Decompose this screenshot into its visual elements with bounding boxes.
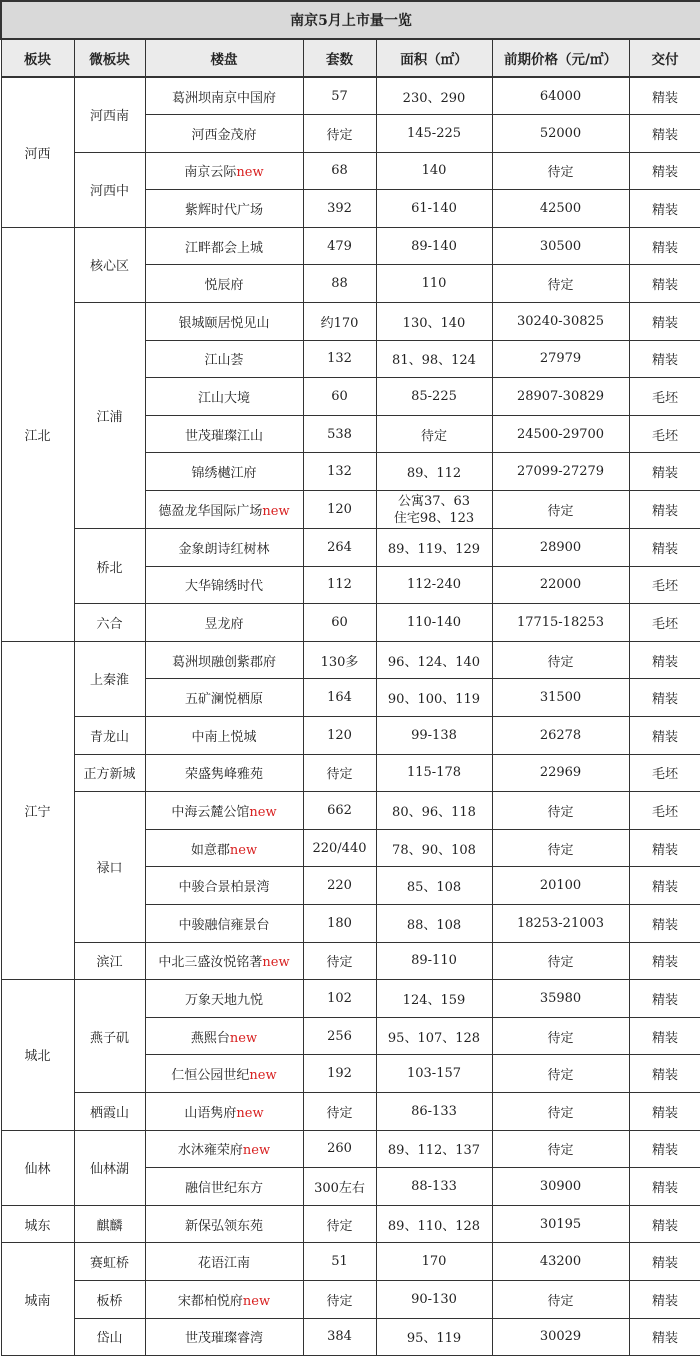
column-header-units: 套数	[303, 39, 376, 77]
table-row	[1, 1243, 700, 1281]
subregion-cell: 江浦	[74, 303, 145, 529]
table-row	[1, 303, 700, 341]
project-name: 万象天地九悦	[184, 992, 263, 1008]
subregion-cell: 青龙山	[74, 717, 145, 755]
project-name: 世茂璀璨睿湾	[184, 1331, 263, 1347]
units-cell: 220	[303, 867, 376, 905]
area-cell: 待定	[376, 415, 492, 453]
units-cell: 192	[303, 1055, 376, 1093]
table-row	[1, 227, 700, 265]
price-cell: 30195	[492, 1205, 629, 1243]
units-cell: 220/440	[303, 829, 376, 867]
table-row	[1, 77, 700, 115]
price-cell: 18253-21003	[492, 904, 629, 942]
price-cell: 28907-30829	[492, 378, 629, 416]
table-row	[1, 1318, 700, 1356]
subregion-cell: 核心区	[74, 227, 145, 302]
delivery-cell: 精装	[629, 77, 700, 115]
project-cell	[145, 227, 303, 265]
project-cell	[145, 1092, 303, 1130]
subregion-cell: 河西中	[74, 152, 145, 227]
new-badge: new	[242, 1293, 271, 1309]
new-badge: new	[236, 1105, 264, 1121]
project-cell	[145, 792, 303, 830]
area-cell: 124、159	[376, 980, 492, 1018]
project-name: 五矿澜悦栖原	[184, 692, 263, 708]
delivery-cell: 精装	[629, 1243, 700, 1281]
area-cell: 112-240	[376, 566, 492, 604]
project-name: 紫辉时代广场	[184, 203, 263, 219]
new-badge: new	[229, 842, 258, 858]
column-header-region: 板块	[1, 39, 74, 77]
units-cell: 180	[303, 904, 376, 942]
area-line-1: 公寓37、63	[397, 493, 471, 509]
project-name: 中北三盛汝悦铭著	[158, 955, 263, 971]
price-cell: 31500	[492, 679, 629, 717]
header-row	[1, 39, 700, 77]
units-cell: 479	[303, 227, 376, 265]
area-cell: 86-133	[376, 1092, 492, 1130]
project-name: 葛洲坝南京中国府	[171, 90, 276, 106]
project-cell	[145, 453, 303, 491]
subregion-cell: 赛虹桥	[74, 1243, 145, 1281]
delivery-cell: 精装	[629, 1280, 700, 1318]
price-cell: 27979	[492, 340, 629, 378]
project-name: 江畔都会上城	[184, 240, 263, 256]
delivery-cell: 精装	[629, 1055, 700, 1093]
table-row	[1, 1205, 700, 1243]
project-name: 银城颐居悦见山	[178, 315, 270, 331]
area-line-2: 住宅98、123	[393, 510, 475, 526]
area-cell: 115-178	[376, 754, 492, 792]
units-cell: 384	[303, 1318, 376, 1356]
project-name: 荣盛隽峰雅苑	[184, 767, 263, 783]
project-name: 融信世纪东方	[184, 1180, 263, 1196]
subregion-cell: 河西南	[74, 77, 145, 152]
delivery-cell: 精装	[629, 1318, 700, 1356]
price-cell: 22969	[492, 754, 629, 792]
project-name: 如意郡	[190, 842, 230, 858]
delivery-cell: 精装	[629, 1130, 700, 1168]
price-cell: 26278	[492, 717, 629, 755]
units-cell: 300左右	[303, 1168, 376, 1206]
subregion-cell: 燕子矶	[74, 980, 145, 1093]
project-name: 世茂璀璨江山	[184, 428, 263, 444]
project-cell	[145, 340, 303, 378]
units-cell: 120	[303, 491, 376, 529]
area-cell: 170	[376, 1243, 492, 1281]
price-cell: 35980	[492, 980, 629, 1018]
price-cell: 待定	[492, 942, 629, 980]
price-cell: 28900	[492, 529, 629, 567]
units-cell: 待定	[303, 942, 376, 980]
project-name: 中骏融信雍景台	[178, 917, 270, 933]
units-cell: 68	[303, 152, 376, 190]
price-cell: 22000	[492, 566, 629, 604]
delivery-cell: 精装	[629, 227, 700, 265]
column-header-project: 楼盘	[145, 39, 303, 77]
delivery-cell: 毛坯	[629, 604, 700, 642]
project-name: 德盈龙华国际广场	[158, 504, 263, 520]
project-cell	[145, 679, 303, 717]
subregion-cell: 板桥	[74, 1280, 145, 1318]
project-name: 锦绣樾江府	[191, 466, 257, 482]
project-cell	[145, 867, 303, 905]
area-cell: 130、140	[376, 303, 492, 341]
delivery-cell: 精装	[629, 453, 700, 491]
project-cell	[145, 190, 303, 228]
delivery-cell: 毛坯	[629, 415, 700, 453]
subregion-cell: 桥北	[74, 529, 145, 604]
project-cell	[145, 1130, 303, 1168]
price-cell: 30900	[492, 1168, 629, 1206]
project-cell	[145, 1168, 303, 1206]
delivery-cell: 精装	[629, 717, 700, 755]
table-row	[1, 152, 700, 190]
project-cell	[145, 115, 303, 153]
project-name: 河西金茂府	[191, 127, 257, 143]
area-cell: 85、108	[376, 867, 492, 905]
subregion-cell: 岱山	[74, 1318, 145, 1356]
project-cell	[145, 942, 303, 980]
project-name: 葛洲坝融创紫郡府	[171, 654, 276, 670]
delivery-cell: 精装	[629, 1168, 700, 1206]
table-row	[1, 604, 700, 642]
project-name: 江山荟	[204, 353, 244, 369]
new-badge: new	[249, 804, 277, 820]
units-cell: 51	[303, 1243, 376, 1281]
new-badge: new	[262, 504, 290, 520]
price-cell: 待定	[492, 641, 629, 679]
area-cell: 85-225	[376, 378, 492, 416]
project-cell	[145, 1055, 303, 1093]
project-cell	[145, 754, 303, 792]
area-cell: 89、119、129	[376, 529, 492, 567]
region-cell: 城北	[1, 980, 74, 1130]
price-cell: 待定	[492, 792, 629, 830]
area-cell: 110-140	[376, 604, 492, 642]
price-cell: 待定	[492, 1280, 629, 1318]
delivery-cell: 精装	[629, 829, 700, 867]
area-cell: 103-157	[376, 1055, 492, 1093]
project-cell	[145, 491, 303, 529]
region-cell: 江宁	[1, 641, 74, 979]
project-cell	[145, 829, 303, 867]
subregion-cell: 正方新城	[74, 754, 145, 792]
delivery-cell: 毛坯	[629, 754, 700, 792]
area-cell: 78、90、108	[376, 829, 492, 867]
delivery-cell: 精装	[629, 529, 700, 567]
area-cell: 88-133	[376, 1168, 492, 1206]
units-cell: 60	[303, 378, 376, 416]
delivery-cell: 精装	[629, 980, 700, 1018]
project-cell	[145, 1243, 303, 1281]
price-cell: 20100	[492, 867, 629, 905]
table-row	[1, 529, 700, 567]
project-cell	[145, 1280, 303, 1318]
project-cell	[145, 152, 303, 190]
subregion-cell: 禄口	[74, 792, 145, 942]
new-badge: new	[229, 1030, 258, 1046]
project-name: 南京云际	[184, 165, 237, 181]
project-cell	[145, 1205, 303, 1243]
units-cell: 538	[303, 415, 376, 453]
price-cell: 30500	[492, 227, 629, 265]
units-cell: 待定	[303, 1280, 376, 1318]
column-header-area: 面积（㎡）	[376, 39, 492, 77]
area-cell: 140	[376, 152, 492, 190]
table-row	[1, 1280, 700, 1318]
project-cell	[145, 378, 303, 416]
delivery-cell: 精装	[629, 867, 700, 905]
delivery-cell: 精装	[629, 340, 700, 378]
area-cell: 99-138	[376, 717, 492, 755]
table-row	[1, 641, 700, 679]
units-cell: 待定	[303, 115, 376, 153]
table-row	[1, 754, 700, 792]
price-cell: 30240-30825	[492, 303, 629, 341]
project-cell	[145, 717, 303, 755]
delivery-cell: 精装	[629, 265, 700, 303]
project-name: 江山大境	[197, 391, 250, 407]
project-cell	[145, 1017, 303, 1055]
units-cell: 662	[303, 792, 376, 830]
area-cell: 96、124、140	[376, 641, 492, 679]
units-cell: 待定	[303, 1092, 376, 1130]
delivery-cell: 精装	[629, 491, 700, 529]
price-cell: 待定	[492, 1092, 629, 1130]
delivery-cell: 精装	[629, 1017, 700, 1055]
subregion-cell: 六合	[74, 604, 145, 642]
area-cell: 95、119	[376, 1318, 492, 1356]
new-badge: new	[236, 165, 264, 181]
units-cell: 57	[303, 77, 376, 115]
area-cell: 88、108	[376, 904, 492, 942]
units-cell: 88	[303, 265, 376, 303]
units-cell: 264	[303, 529, 376, 567]
units-cell: 约170	[303, 303, 376, 341]
price-cell: 52000	[492, 115, 629, 153]
region-cell: 城东	[1, 1205, 74, 1243]
units-cell: 120	[303, 717, 376, 755]
project-cell	[145, 566, 303, 604]
delivery-cell: 精装	[629, 303, 700, 341]
area-cell: 89-140	[376, 227, 492, 265]
project-cell	[145, 415, 303, 453]
project-name: 中海云麓公馆	[171, 804, 250, 820]
project-name: 燕熙台	[190, 1030, 230, 1046]
delivery-cell: 精装	[629, 152, 700, 190]
new-badge: new	[262, 955, 290, 971]
price-cell: 待定	[492, 1055, 629, 1093]
price-cell: 27099-27279	[492, 453, 629, 491]
units-cell: 132	[303, 453, 376, 491]
project-cell	[145, 904, 303, 942]
column-header-delivery: 交付	[629, 39, 700, 77]
delivery-cell: 毛坯	[629, 792, 700, 830]
delivery-cell: 精装	[629, 190, 700, 228]
table-title: 南京5月上市量一览	[1, 1, 700, 39]
units-cell: 112	[303, 566, 376, 604]
price-cell: 待定	[492, 152, 629, 190]
units-cell: 待定	[303, 1205, 376, 1243]
project-cell	[145, 265, 303, 303]
area-cell: 89、112、137	[376, 1130, 492, 1168]
project-cell	[145, 641, 303, 679]
project-name: 昱龙府	[204, 617, 244, 633]
column-header-price: 前期价格（元/㎡）	[492, 39, 629, 77]
project-name: 山语隽府	[184, 1105, 237, 1121]
units-cell: 待定	[303, 754, 376, 792]
delivery-cell: 精装	[629, 1092, 700, 1130]
area-cell: 95、107、128	[376, 1017, 492, 1055]
price-cell: 待定	[492, 1017, 629, 1055]
price-cell: 43200	[492, 1243, 629, 1281]
delivery-cell: 毛坯	[629, 378, 700, 416]
area-cell: 81、98、124	[376, 340, 492, 378]
price-cell: 42500	[492, 190, 629, 228]
area-cell: 89、110、128	[376, 1205, 492, 1243]
price-cell: 24500-29700	[492, 415, 629, 453]
delivery-cell: 毛坯	[629, 566, 700, 604]
region-cell: 仙林	[1, 1130, 74, 1205]
region-cell: 江北	[1, 227, 74, 641]
region-cell: 河西	[1, 77, 74, 227]
table-row	[1, 1092, 700, 1130]
table-row	[1, 1130, 700, 1168]
delivery-cell: 精装	[629, 1205, 700, 1243]
area-cell: 110	[376, 265, 492, 303]
project-cell	[145, 604, 303, 642]
area-cell	[376, 491, 492, 529]
table-row	[1, 717, 700, 755]
project-name: 中南上悦城	[191, 729, 257, 745]
area-cell: 89、112	[376, 453, 492, 491]
units-cell: 392	[303, 190, 376, 228]
units-cell: 256	[303, 1017, 376, 1055]
price-cell: 17715-18253	[492, 604, 629, 642]
units-cell: 130多	[303, 641, 376, 679]
table-row	[1, 942, 700, 980]
delivery-cell: 精装	[629, 904, 700, 942]
area-cell: 90-130	[376, 1280, 492, 1318]
units-cell: 260	[303, 1130, 376, 1168]
units-cell: 164	[303, 679, 376, 717]
price-cell: 30029	[492, 1318, 629, 1356]
project-name: 仁恒公园世纪	[171, 1068, 250, 1084]
project-cell	[145, 77, 303, 115]
project-cell	[145, 529, 303, 567]
units-cell: 132	[303, 340, 376, 378]
delivery-cell: 精装	[629, 679, 700, 717]
project-name: 宋都柏悦府	[177, 1293, 243, 1309]
subregion-cell: 麒麟	[74, 1205, 145, 1243]
table-row	[1, 792, 700, 830]
project-name: 中骏合景柏景湾	[178, 880, 270, 896]
column-header-subregion: 微板块	[74, 39, 145, 77]
subregion-cell: 仙林湖	[74, 1130, 145, 1205]
price-cell: 待定	[492, 491, 629, 529]
project-name: 新保弘领东苑	[184, 1218, 263, 1234]
project-name: 花语江南	[197, 1256, 250, 1272]
subregion-cell: 栖霞山	[74, 1092, 145, 1130]
price-cell: 待定	[492, 1130, 629, 1168]
area-cell: 89-110	[376, 942, 492, 980]
area-cell: 61-140	[376, 190, 492, 228]
new-badge: new	[249, 1068, 277, 1084]
new-badge: new	[242, 1143, 271, 1159]
price-cell: 64000	[492, 77, 629, 115]
units-cell: 60	[303, 604, 376, 642]
table-row	[1, 980, 700, 1018]
area-cell: 145-225	[376, 115, 492, 153]
subregion-cell: 上秦淮	[74, 641, 145, 716]
region-cell: 城南	[1, 1243, 74, 1356]
area-cell: 230、290	[376, 77, 492, 115]
price-cell: 待定	[492, 265, 629, 303]
subregion-cell: 滨江	[74, 942, 145, 980]
project-name: 悦辰府	[204, 278, 244, 294]
project-cell	[145, 980, 303, 1018]
project-name: 水沐雍荣府	[177, 1143, 243, 1159]
project-cell	[145, 303, 303, 341]
project-name: 金象朗诗红树林	[178, 541, 270, 557]
delivery-cell: 精装	[629, 942, 700, 980]
area-cell: 90、100、119	[376, 679, 492, 717]
project-cell	[145, 1318, 303, 1356]
units-cell: 102	[303, 980, 376, 1018]
delivery-cell: 精装	[629, 115, 700, 153]
delivery-cell: 精装	[629, 641, 700, 679]
price-cell: 待定	[492, 829, 629, 867]
project-name: 大华锦绣时代	[184, 579, 263, 595]
area-cell: 80、96、118	[376, 792, 492, 830]
